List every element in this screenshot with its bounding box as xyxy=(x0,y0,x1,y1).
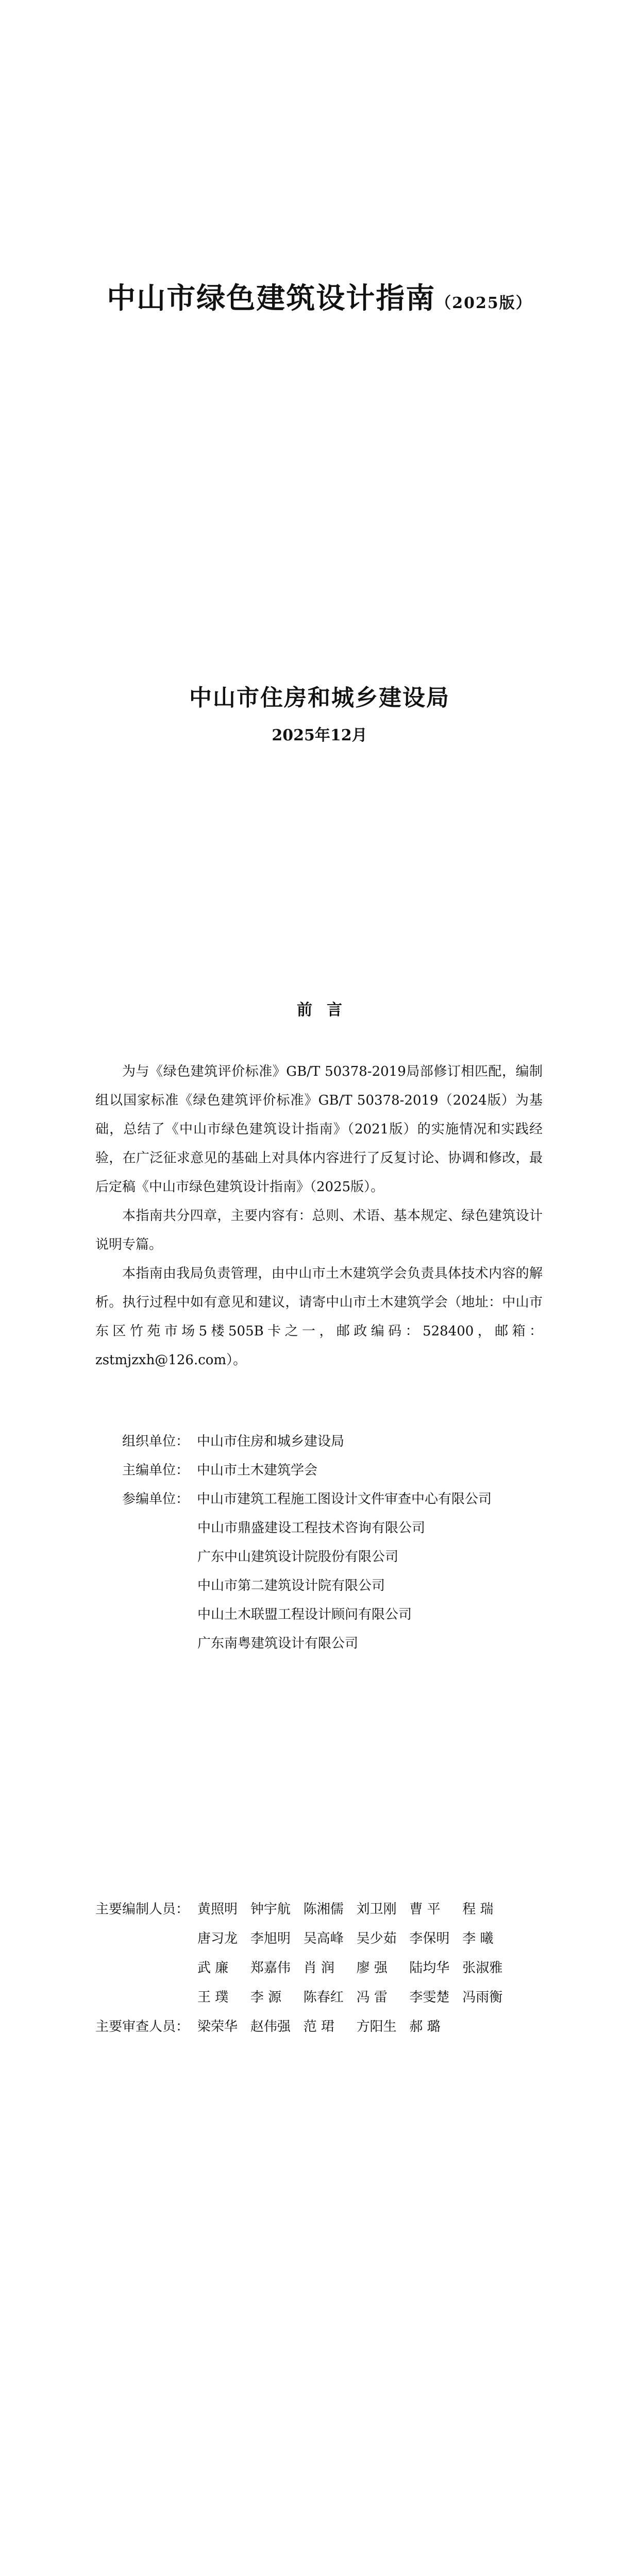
drafter-name xyxy=(515,1983,568,2012)
foreword-paragraph-1: 为与《绿色建筑评价标准》GB/T 50378-2019局部修订相匹配，编制组以国家标准《绿色建筑评价标准》GB/T 50378-2019（2024版）为基础，总结了《中山市绿色建筑设计指南》（2021版）的实施情况和实践经验，在广泛征求意见的基础上对具体内容进行了反复讨论、协调和修改，最后定稿《中山市绿色建筑设计指南》（2025版）。 xyxy=(95,1064,543,1195)
reviewers-label: 主要审查人员： xyxy=(95,2019,190,2035)
participant-unit: 广东中山建筑设计院股份有限公司 xyxy=(197,1549,399,1565)
drafter-name: 武 廉 xyxy=(197,1960,229,1976)
drafter-name: 李雯楚 xyxy=(409,1990,450,2005)
issue-date: 2025年12月 xyxy=(272,726,367,744)
drafter-name: 刘卫刚 xyxy=(356,1902,397,1917)
drafter-name: 陈湘儒 xyxy=(303,1902,344,1917)
foreword-body xyxy=(95,1057,543,1375)
document-title xyxy=(0,276,639,317)
organizer-value: 中山市住房和城乡建设局 xyxy=(197,1434,345,1449)
participant-unit: 广东南粤建筑设计有限公司 xyxy=(197,1636,359,1651)
chief-editor-label: 主编单位： xyxy=(122,1463,190,1478)
drafter-name: 黄照明 xyxy=(197,1902,238,1917)
foreword-heading: 前言 xyxy=(297,1001,357,1019)
chief-editor-value: 中山市土木建筑学会 xyxy=(197,1463,318,1478)
drafter-name: 陈春红 xyxy=(303,1990,344,2005)
reviewers-list xyxy=(197,2012,568,2042)
reviewer-name: 范 珺 xyxy=(303,2019,334,2035)
reviewer-name: 郝 璐 xyxy=(409,2019,441,2035)
title-main: 中山市绿色建筑设计指南 xyxy=(107,281,436,315)
reviewer-name: 梁荣华 xyxy=(197,2019,238,2035)
drafter-name: 冯雨衡 xyxy=(462,1990,503,2005)
drafter-name: 李保明 xyxy=(409,1931,450,1946)
drafter-name: 程 瑞 xyxy=(462,1902,494,1917)
participant-unit: 中山土木联盟工程设计顾问有限公司 xyxy=(197,1607,412,1622)
drafter-name: 李 源 xyxy=(250,1990,282,2005)
organizer-label: 组织单位： xyxy=(122,1434,190,1449)
chief-editor-row xyxy=(122,1456,317,1485)
foreword-paragraph-3: 本指南由我局负责管理，由中山市土木建筑学会负责具体技术内容的解析。执行过程中如有意见和建议，请寄中山市土木建筑学会（地址：中山市东区竹苑市场5楼505B卡之一，邮政编码：528400，邮箱：zstmjzxh@126.com）。 xyxy=(95,1266,543,1368)
participant-label: 参编单位： xyxy=(122,1492,190,1507)
issuer: 中山市住房和城乡建设局 xyxy=(189,685,450,711)
organizer-row xyxy=(122,1427,344,1456)
reviewer-name xyxy=(515,2012,568,2042)
drafters-label: 主要编制人员： xyxy=(95,1902,190,1917)
drafter-name: 廖 强 xyxy=(356,1960,388,1976)
drafter-name xyxy=(515,1954,568,1983)
participant-row xyxy=(122,1485,492,1514)
reviewer-name: 赵伟强 xyxy=(250,2019,291,2035)
drafter-name: 张淑雅 xyxy=(462,1960,503,1976)
drafter-name xyxy=(515,1924,568,1954)
drafter-name: 吴高峰 xyxy=(303,1931,344,1946)
drafter-name: 曹 平 xyxy=(409,1902,441,1917)
reviewer-name: 方阳生 xyxy=(356,2019,397,2035)
drafter-name: 李 曦 xyxy=(462,1931,494,1946)
foreword-paragraph-2: 本指南共分四章，主要内容有：总则、术语、基本规定、绿色建筑设计说明专篇。 xyxy=(95,1208,543,1252)
drafter-name: 郑嘉伟 xyxy=(250,1960,291,1976)
participant-unit: 中山市鼎盛建设工程技术咨询有限公司 xyxy=(197,1520,426,1536)
drafter-name: 吴少茹 xyxy=(356,1931,397,1946)
drafter-name: 王 璞 xyxy=(197,1990,229,2005)
drafter-name: 唐习龙 xyxy=(197,1931,238,1946)
drafter-name: 陆均华 xyxy=(409,1960,450,1976)
participant-unit: 中山市建筑工程施工图设计文件审查中心有限公司 xyxy=(197,1492,492,1507)
title-edition: （2025版） xyxy=(435,294,532,312)
drafter-name: 冯 雷 xyxy=(356,1990,388,2005)
drafter-name: 肖 润 xyxy=(303,1960,334,1976)
drafter-name xyxy=(515,1895,568,1924)
participant-unit: 中山市第二建筑设计院有限公司 xyxy=(197,1578,385,1594)
drafter-name: 李旭明 xyxy=(250,1931,291,1946)
reviewer-name xyxy=(462,2012,515,2042)
drafter-name: 钟宇航 xyxy=(250,1902,291,1917)
drafters-list xyxy=(197,1895,568,2012)
